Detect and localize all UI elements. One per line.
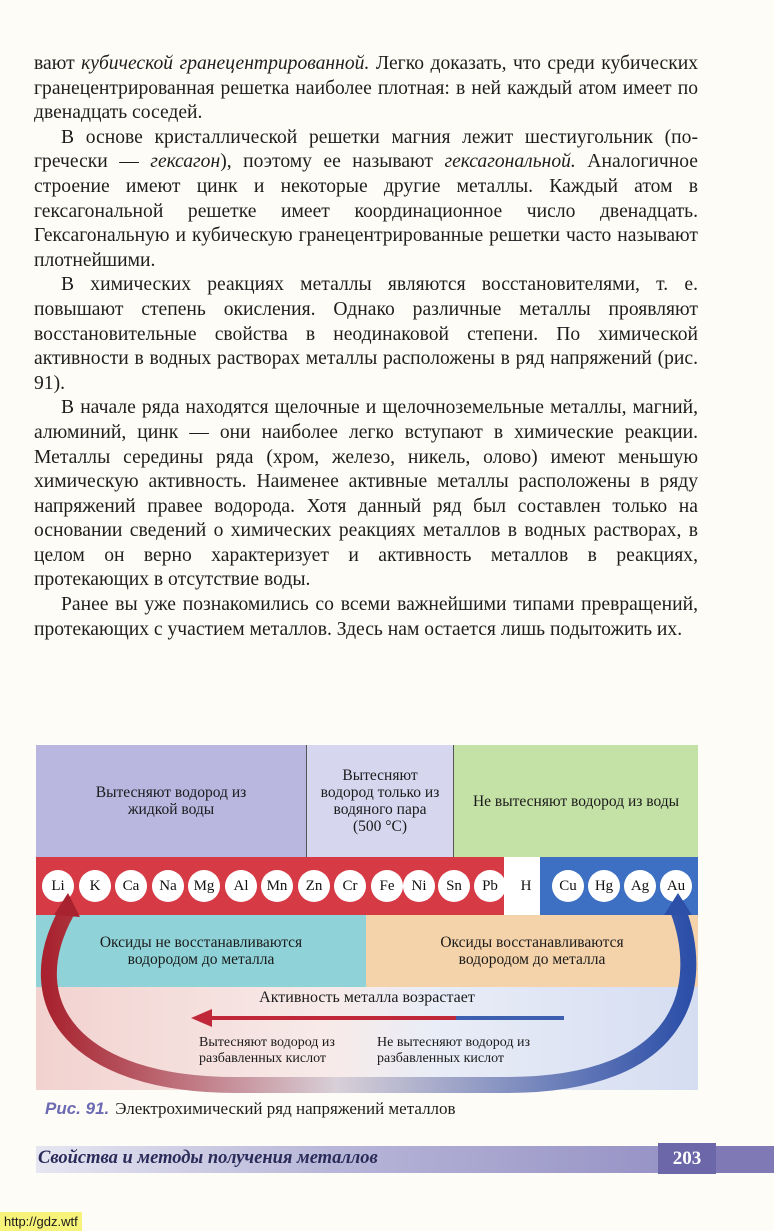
element-ag: Ag	[624, 870, 656, 902]
element-h: H	[520, 877, 532, 894]
text-run: вают	[34, 53, 82, 74]
element-au: Au	[660, 870, 692, 902]
zone-label: Оксиды не восстанавливаются водородом до металла	[99, 934, 303, 968]
zone-label: Вытесняют водород только из водяного пара (500 °С)	[320, 767, 440, 835]
zone-label: Оксиды восстанавливаются водородом до металла	[440, 934, 624, 968]
element-zn: Zn	[298, 870, 330, 902]
caption-text: Электрохимический ряд напряжений металлов	[115, 1099, 456, 1118]
element-mg: Mg	[188, 870, 220, 902]
body-text	[34, 52, 698, 642]
element-al: Al	[225, 870, 257, 902]
page-number: 203	[658, 1143, 716, 1174]
element-fe: Fe	[371, 870, 403, 902]
element-cr: Cr	[334, 870, 366, 902]
label-text: Вытесняют водород из разбавленных кислот	[199, 1035, 335, 1066]
paragraph-1	[34, 52, 698, 126]
label-text: Не вытесняют водород из разбавленных кислот	[377, 1035, 531, 1066]
italic-term: кубической гранецентрированной.	[81, 53, 370, 74]
caption-label: Рис. 91.	[45, 1099, 110, 1118]
element-ni: Ni	[403, 870, 435, 902]
figure-caption	[45, 1099, 456, 1119]
watermark: http://gdz.wtf	[0, 1212, 82, 1231]
element-li: Li	[42, 870, 74, 902]
figure-arrows	[36, 745, 698, 1090]
element-hg: Hg	[588, 870, 620, 902]
activity-label: Активность металла возрастает	[259, 989, 475, 1006]
element-na: Na	[152, 870, 184, 902]
element-sn: Sn	[438, 870, 470, 902]
text-run: В основе кристаллической решетки магния лежит шестиугольник (по-гречески —	[34, 126, 698, 173]
zone-label: Вытесняют водород из жидкой воды	[95, 784, 247, 818]
text-run: Легко доказать, что среди кубических гранецентрированная решетка наиболее плотная: в ней каждый атом имеет по двенадцать соседей.	[34, 53, 698, 124]
zone-label: Не вытесняют водород из воды	[472, 792, 680, 810]
activity-arrow-head	[191, 1009, 212, 1027]
text-run: Аналогичное строение имеют цинк и некоторые другие металлы. Каждый атом в гексагональной решетке имеет координационное число двенадцать. Гексагональную и кубическую гранецентрированные решетки часто называют плотнейшими.	[34, 151, 698, 271]
italic-term: гексагональной.	[444, 151, 576, 173]
element-mn: Mn	[261, 870, 293, 902]
figure-91	[36, 745, 698, 1090]
loop-arrow-path	[49, 910, 689, 1085]
element-cu: Cu	[552, 870, 584, 902]
element-pb: Pb	[474, 870, 506, 902]
footer-title: Свойства и методы получения металлов	[38, 1148, 378, 1168]
italic-term: гексагон	[150, 151, 221, 173]
paragraph-4: В начале ряда находятся щелочные и щелочноземельные металлы, магний, алюминий, цинк — они наиболее легко вступают в химические реакции. Металлы середины ряда (хром, железо, никель, олово) имеют меньшую химическую активность. Наименее активные металлы расположены в ряду напряжений правее водорода. Хотя данный ряд был составлен только на основании сведений о химических реакциях металлов в водных растворах, в целом он верно характеризует и активность металлов в реакциях, протекающих в отсутствие воды.	[34, 397, 698, 591]
paragraph-2	[34, 126, 698, 274]
element-k: K	[79, 870, 111, 902]
paragraph-3: В химических реакциях металлы являются восстановителями, т. е. повышают степень окисления. Однако различные металлы проявляют восстановительные свойства в неодинаковой степени. По химической активности в водных растворах металлы расположены в ряд напряжений (рис. 91).	[34, 274, 698, 394]
footer-end	[716, 1146, 774, 1173]
paragraph-5: Ранее вы уже познакомились со всеми важнейшими типами превращений, протекающих с участием металлов. Здесь нам остается лишь подытожить их.	[34, 594, 698, 640]
loop-arrow-head-right	[664, 893, 692, 915]
element-ca: Ca	[115, 870, 147, 902]
text-run: ), поэтому ее называют	[220, 151, 445, 173]
loop-arrow-head-left	[54, 893, 80, 917]
